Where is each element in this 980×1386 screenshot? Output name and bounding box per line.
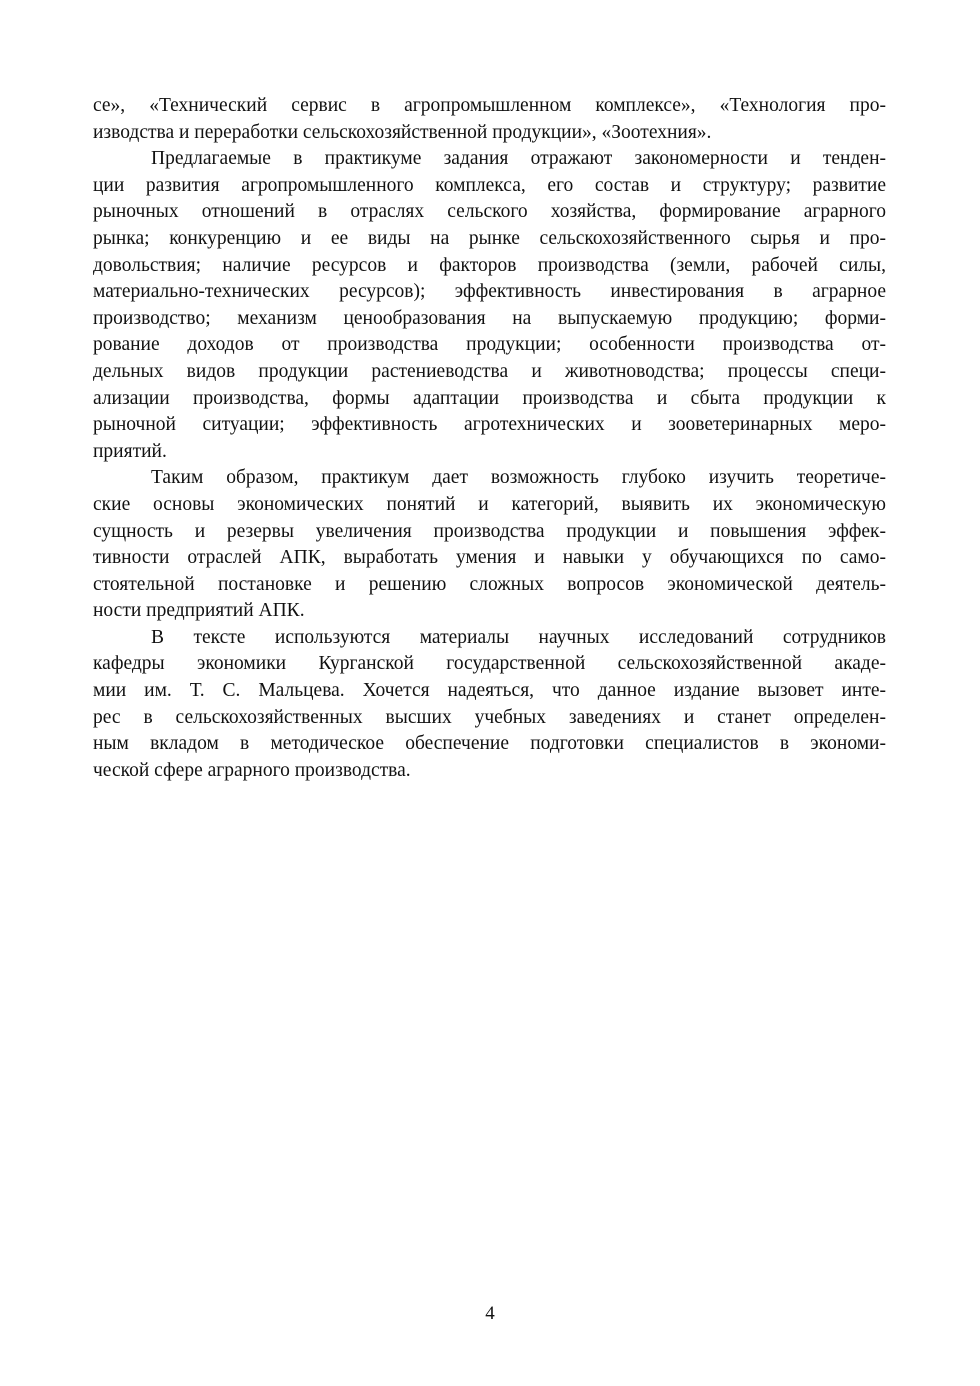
page-number: 4: [485, 1303, 495, 1324]
text-line: сущность и резервы увеличения производства продукции и повышения эффек-: [93, 520, 886, 542]
text-line: Предлагаемые в практикуме задания отражают закономерности и тенден-: [151, 148, 886, 170]
body-text: [93, 93, 886, 784]
text-line: кафедры экономики Курганской государственной сельскохозяйственной акаде-: [93, 653, 886, 675]
text-line: рынка; конкуренцию и ее виды на рынке сельскохозяйственного сырья и про-: [93, 227, 886, 249]
text-line: изводства и переработки сельскохозяйственной продукции», «Зоотехния».: [93, 121, 712, 143]
text-line: ские основы экономических понятий и категорий, выявить их экономическую: [93, 493, 886, 515]
text-line: материально-технических ресурсов); эффективность инвестирования в аграрное: [93, 281, 886, 303]
text-line: рыночной ситуации; эффективность агротехнических и зооветеринарных меро-: [93, 414, 886, 436]
paragraph: [93, 146, 886, 465]
text-line: производство; механизм ценообразования на выпускаемую продукцию; форми-: [93, 307, 886, 329]
paragraph: [93, 625, 886, 785]
text-line: тивности отраслей АПК, выработать умения и навыки у обучающихся по само-: [93, 547, 886, 569]
text-line: приятий.: [93, 440, 167, 462]
text-line: ции развития агропромышленного комплекса, его состав и структуру; развитие: [93, 174, 886, 196]
text-line: рес в сельскохозяйственных высших учебных заведениях и станет определен-: [93, 706, 886, 728]
text-line: стоятельной постановке и решению сложных вопросов экономической деятель-: [93, 573, 886, 595]
text-line: дельных видов продукции растениеводства и животноводства; процессы специ-: [93, 360, 886, 382]
text-line: мии им. Т. С. Мальцева. Хочется надеяться, что данное издание вызовет инте-: [93, 680, 886, 702]
text-line: довольствия; наличие ресурсов и факторов производства (земли, рабочей силы,: [93, 254, 886, 276]
paragraph: [93, 93, 886, 146]
text-line: ализации производства, формы адаптации производства и сбыта продукции к: [93, 387, 886, 409]
text-line: рование доходов от производства продукции; особенности производства от-: [93, 334, 886, 356]
text-line: ности предприятий АПК.: [93, 600, 305, 622]
text-line: Таким образом, практикум дает возможность глубоко изучить теоретиче-: [151, 467, 886, 489]
text-line: В тексте используются материалы научных исследований сотрудников: [151, 626, 886, 648]
text-line: се», «Технический сервис в агропромышленном комплексе», «Технология про-: [93, 95, 886, 116]
text-line: ческой сфере аграрного производства.: [93, 759, 411, 781]
text-line: рыночных отношений в отраслях сельского хозяйства, формирование аграрного: [93, 201, 886, 223]
text-line: ным вкладом в методическое обеспечение подготовки специалистов в экономи-: [93, 733, 886, 755]
paragraph: [93, 465, 886, 625]
